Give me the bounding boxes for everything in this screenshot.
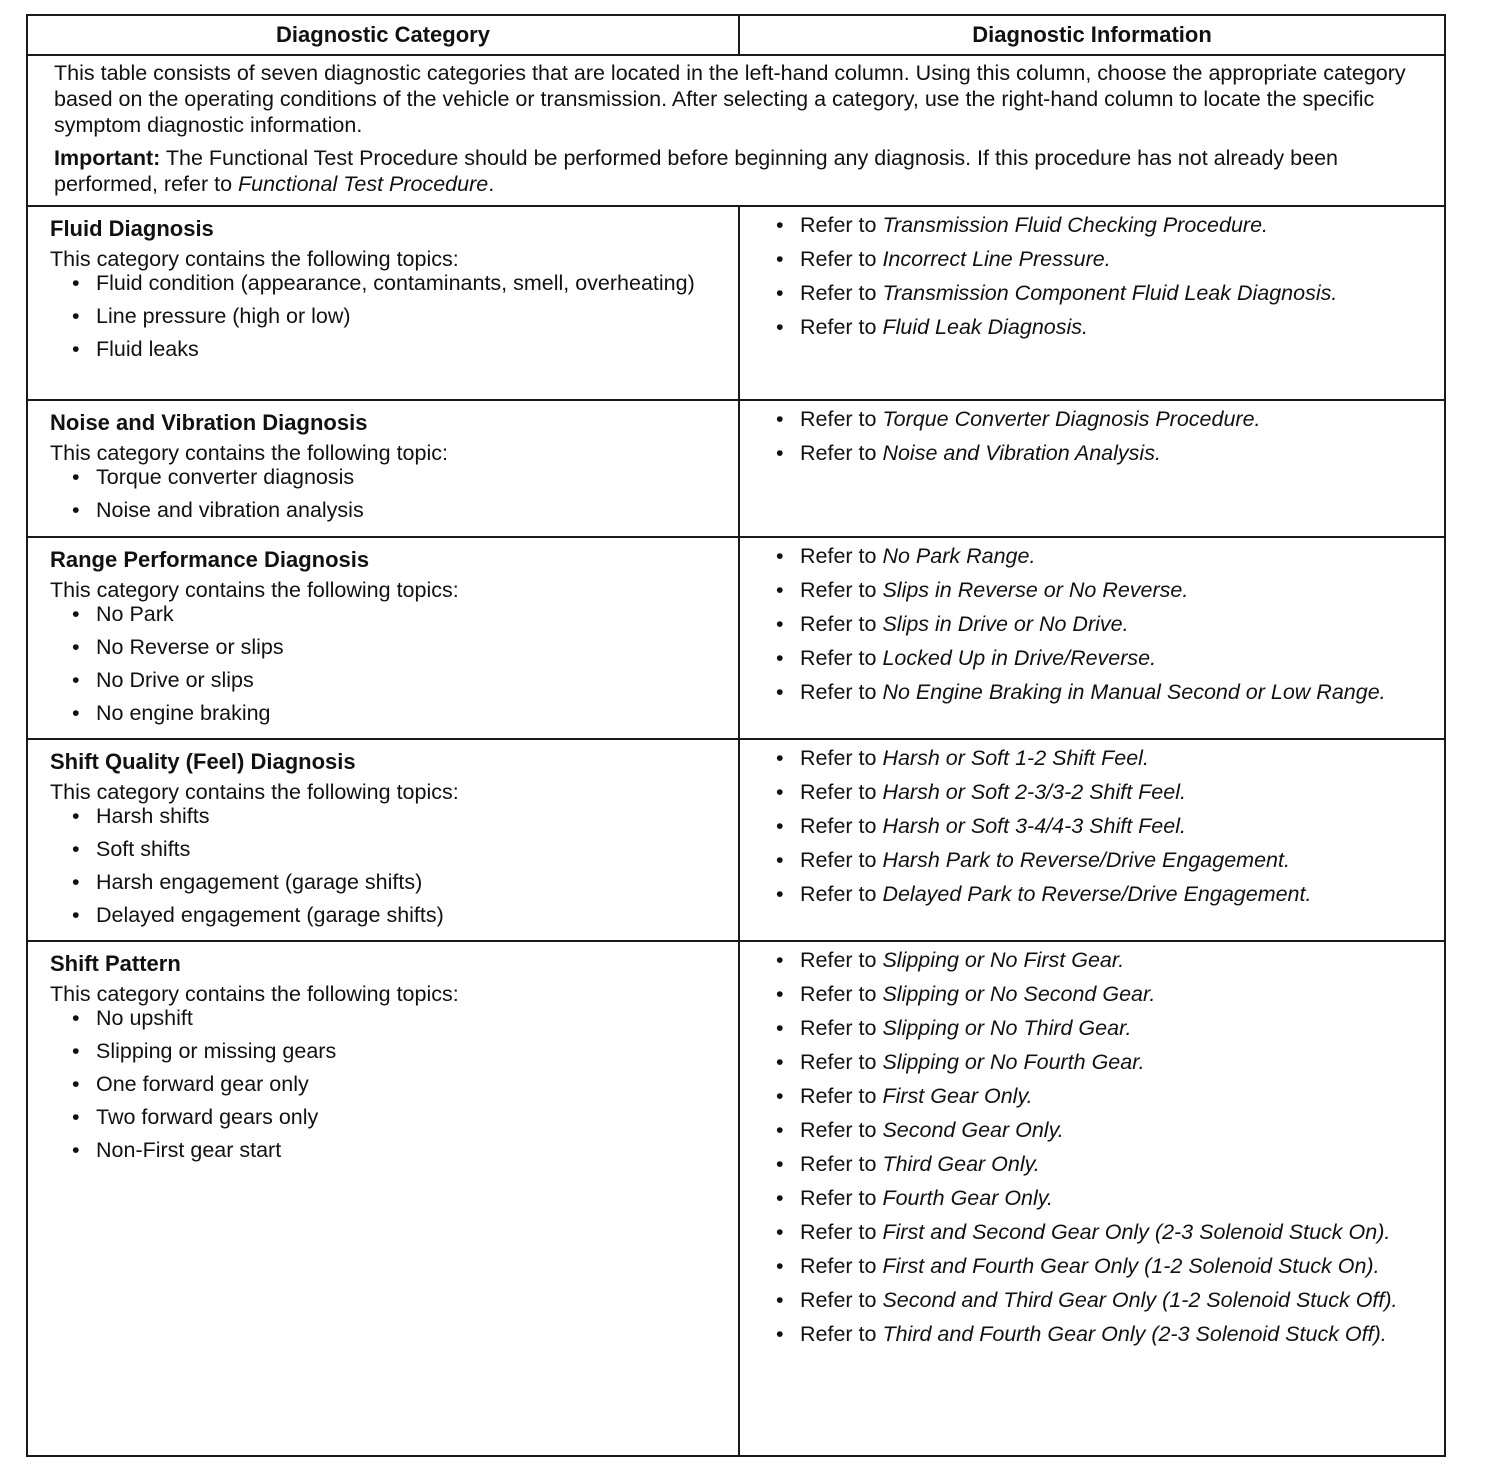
reference-item [776,281,1424,305]
important-reference: Functional Test Procedure [238,172,489,196]
reference-list [776,948,1424,1346]
reference-title[interactable]: Harsh Park to Reverse/Drive Engagement [882,848,1284,872]
table-header-row [28,16,1444,56]
reference-title[interactable]: Second Gear Only [882,1118,1058,1142]
reference-item [776,848,1424,872]
information-cell [740,740,1444,940]
reference-item [776,814,1424,838]
information-cell [740,207,1444,399]
reference-item [776,1152,1424,1176]
reference-item [776,982,1424,1006]
reference-prefix: Refer to [800,315,883,339]
reference-title[interactable]: First Gear Only [882,1084,1027,1108]
reference-item [776,882,1424,906]
category-cell [28,401,740,536]
reference-title[interactable]: No Engine Braking in Manual Second or Low Range [882,680,1380,704]
reference-suffix: . [1046,1186,1053,1210]
reference-item [776,780,1424,804]
category-title: Shift Quality (Feel) Diagnosis [50,749,356,774]
reference-item [776,441,1424,465]
reference-suffix: . [1305,882,1312,906]
reference-prefix: Refer to [800,578,883,602]
reference-suffix: . [1154,441,1161,465]
reference-title[interactable]: Slips in Reverse or No Reverse [882,578,1183,602]
reference-title[interactable]: Incorrect Line Pressure [882,247,1105,271]
topic-item: • No Drive or slips [72,668,722,692]
category-title: Range Performance Diagnosis [50,547,370,572]
reference-suffix: . [1384,1220,1391,1244]
reference-item [776,544,1424,568]
topic-item: • Non-First gear start [72,1138,722,1162]
category-intro: This category contains the following topics: [50,780,459,804]
category-cell [28,942,740,1455]
reference-suffix: . [1379,680,1386,704]
reference-suffix: . [1142,746,1149,770]
category-row-shift-pattern [28,942,1444,1455]
reference-prefix: Refer to [800,441,883,465]
reference-suffix: . [1026,1084,1033,1108]
reference-suffix: . [1104,247,1111,271]
important-note [54,145,1418,197]
reference-suffix: . [1138,1050,1145,1074]
reference-item [776,948,1424,972]
reference-suffix: . [1125,1016,1132,1040]
reference-prefix: Refer to [800,746,883,770]
topic-list [50,602,722,725]
category-cell [28,740,740,940]
reference-list [776,213,1424,339]
reference-title[interactable]: No Park Range [882,544,1030,568]
reference-item [776,407,1424,431]
category-cell [28,207,740,399]
reference-prefix: Refer to [800,882,883,906]
reference-item [776,1322,1424,1346]
reference-item [776,213,1424,237]
reference-list [776,407,1424,465]
intro-paragraph: This table consists of seven diagnostic categories that are located in the left-hand column. Using this column, choose the appropriate category based on the operating conditions of the vehicle or transmission. After selecting a category, use the right-hand column to locate the specific symptom diagnostic information. [54,61,1406,137]
category-cell [28,538,740,738]
information-cell [740,538,1444,738]
important-end: . [488,172,495,196]
reference-prefix: Refer to [800,982,883,1006]
reference-suffix: . [1283,848,1290,872]
topic-item: • No Reverse or slips [72,635,722,659]
reference-prefix: Refer to [800,646,883,670]
reference-item [776,1118,1424,1142]
topic-list [50,271,722,361]
reference-title[interactable]: Slips in Drive or No Drive [882,612,1123,636]
reference-title[interactable]: Harsh or Soft 1-2 Shift Feel [882,746,1143,770]
category-row-shift-quality [28,740,1444,942]
reference-suffix: . [1182,578,1189,602]
reference-item [776,646,1424,670]
reference-suffix: . [1180,780,1186,804]
category-title: Shift Pattern [50,951,181,976]
topic-item: • Slipping or missing gears [72,1039,722,1063]
reference-prefix: Refer to [800,1152,883,1176]
reference-suffix: . [1180,814,1186,838]
reference-title[interactable]: Third Gear Only [882,1152,1034,1176]
topic-item: • Harsh shifts [72,804,722,828]
reference-title[interactable]: Delayed Park to Reverse/Drive Engagement [882,882,1306,906]
reference-item [776,1254,1424,1278]
reference-prefix: Refer to [800,680,883,704]
reference-item [776,746,1424,770]
reference-item [776,247,1424,271]
reference-title[interactable]: Third and Fourth Gear Only (2-3 Solenoid Stuck Off) [882,1322,1381,1346]
topic-item: • Soft shifts [72,837,722,861]
reference-prefix: Refer to [800,407,883,431]
reference-prefix: Refer to [800,780,883,804]
reference-list [776,746,1424,906]
reference-prefix: Refer to [800,1254,883,1278]
important-label: Important: [54,146,161,170]
reference-item [776,680,1424,704]
reference-prefix: Refer to [800,544,883,568]
reference-suffix: . [1254,407,1261,431]
reference-suffix: . [1057,1118,1064,1142]
category-row-range [28,538,1444,740]
topic-item: • Fluid condition (appearance, contaminants, smell, overheating) [72,271,722,295]
reference-prefix: Refer to [800,814,883,838]
topic-list [50,804,722,927]
reference-title[interactable]: Fluid Leak Diagnosis [882,315,1083,339]
reference-item [776,578,1424,602]
topic-item: • Noise and vibration analysis [72,498,722,522]
header-diagnostic-category: Diagnostic Category [28,16,740,54]
information-cell [740,401,1444,536]
reference-title[interactable]: Slipping or No First Gear [882,948,1119,972]
reference-title[interactable]: Transmission Component Fluid Leak Diagnosis [882,281,1332,305]
reference-prefix: Refer to [800,1118,883,1142]
reference-suffix: . [1122,612,1129,636]
reference-prefix: Refer to [800,247,883,271]
reference-item [776,1220,1424,1244]
topic-item: • No upshift [72,1006,722,1030]
reference-title[interactable]: First and Fourth Gear Only (1-2 Solenoid Stuck On) [882,1254,1374,1278]
reference-prefix: Refer to [800,1050,883,1074]
reference-prefix: Refer to [800,848,883,872]
reference-title[interactable]: Locked Up in Drive/Reverse [882,646,1151,670]
reference-suffix: . [1150,646,1157,670]
topic-item: • Fluid leaks [72,337,722,361]
reference-prefix: Refer to [800,281,883,305]
reference-prefix: Refer to [800,1220,883,1244]
category-title: Noise and Vibration Diagnosis [50,410,368,435]
topic-item: • Two forward gears only [72,1105,722,1129]
reference-title[interactable]: Noise and Vibration Analysis [882,441,1155,465]
reference-item [776,1084,1424,1108]
reference-suffix: . [1331,281,1338,305]
category-intro: This category contains the following topics: [50,982,459,1006]
reference-suffix: . [1033,1152,1040,1176]
information-cell [740,942,1444,1455]
reference-suffix: . [1029,544,1036,568]
reference-suffix: . [1082,315,1089,339]
diagnostic-table [26,14,1446,1457]
reference-prefix: Refer to [800,1084,883,1108]
topic-item: • One forward gear only [72,1072,722,1096]
header-diagnostic-information: Diagnostic Information [972,22,1212,47]
reference-title[interactable]: Torque Converter Diagnosis Procedure [882,407,1255,431]
topic-item: • Delayed engagement (garage shifts) [72,903,722,927]
category-intro: This category contains the following topics: [50,578,459,602]
reference-suffix: . [1373,1254,1380,1278]
reference-title[interactable]: Slipping or No Second Gear [882,982,1150,1006]
reference-suffix: . [1118,948,1125,972]
reference-title[interactable]: Fourth Gear Only [882,1186,1047,1210]
topic-list [50,465,722,522]
reference-title[interactable]: Slipping or No Fourth Gear [882,1050,1139,1074]
reference-title[interactable]: Transmission Fluid Checking Procedure [882,213,1263,237]
category-intro: This category contains the following topics: [50,247,459,271]
category-row-fluid [28,207,1444,401]
reference-suffix: . [1380,1322,1387,1346]
reference-prefix: Refer to [800,612,883,636]
topic-item: • No Park [72,602,722,626]
important-text: The Functional Test Procedure should be performed before beginning any diagnosis. If this procedure has not already been performed, refer to [54,146,1338,196]
reference-suffix: . [1149,982,1156,1006]
reference-item [776,1050,1424,1074]
category-intro: This category contains the following topic: [50,441,448,465]
reference-prefix: Refer to [800,1016,883,1040]
category-row-noise [28,401,1444,538]
reference-suffix: . [1391,1288,1398,1312]
reference-title[interactable]: Slipping or No Third Gear [882,1016,1126,1040]
reference-title[interactable]: First and Second Gear Only (2-3 Solenoid Stuck On) [882,1220,1385,1244]
reference-prefix: Refer to [800,948,883,972]
reference-title[interactable]: Second and Third Gear Only (1-2 Solenoid Stuck Off) [882,1288,1392,1312]
topic-list [50,1006,722,1162]
topic-item: • Harsh engagement (garage shifts) [72,870,722,894]
intro-row [28,56,1444,207]
reference-title[interactable]: Harsh or Soft 3-4/4-3 Shift Feel [882,814,1180,838]
reference-item [776,1016,1424,1040]
reference-list [776,544,1424,704]
reference-item [776,1186,1424,1210]
topic-item: • Line pressure (high or low) [72,304,722,328]
reference-item [776,612,1424,636]
reference-prefix: Refer to [800,213,883,237]
reference-item [776,315,1424,339]
topic-item: • No engine braking [72,701,722,725]
reference-prefix: Refer to [800,1288,883,1312]
category-title: Fluid Diagnosis [50,216,214,241]
reference-title[interactable]: Harsh or Soft 2-3/3-2 Shift Feel [882,780,1180,804]
reference-prefix: Refer to [800,1186,883,1210]
reference-suffix: . [1262,213,1269,237]
reference-item [776,1288,1424,1312]
reference-prefix: Refer to [800,1322,883,1346]
topic-item: • Torque converter diagnosis [72,465,722,489]
